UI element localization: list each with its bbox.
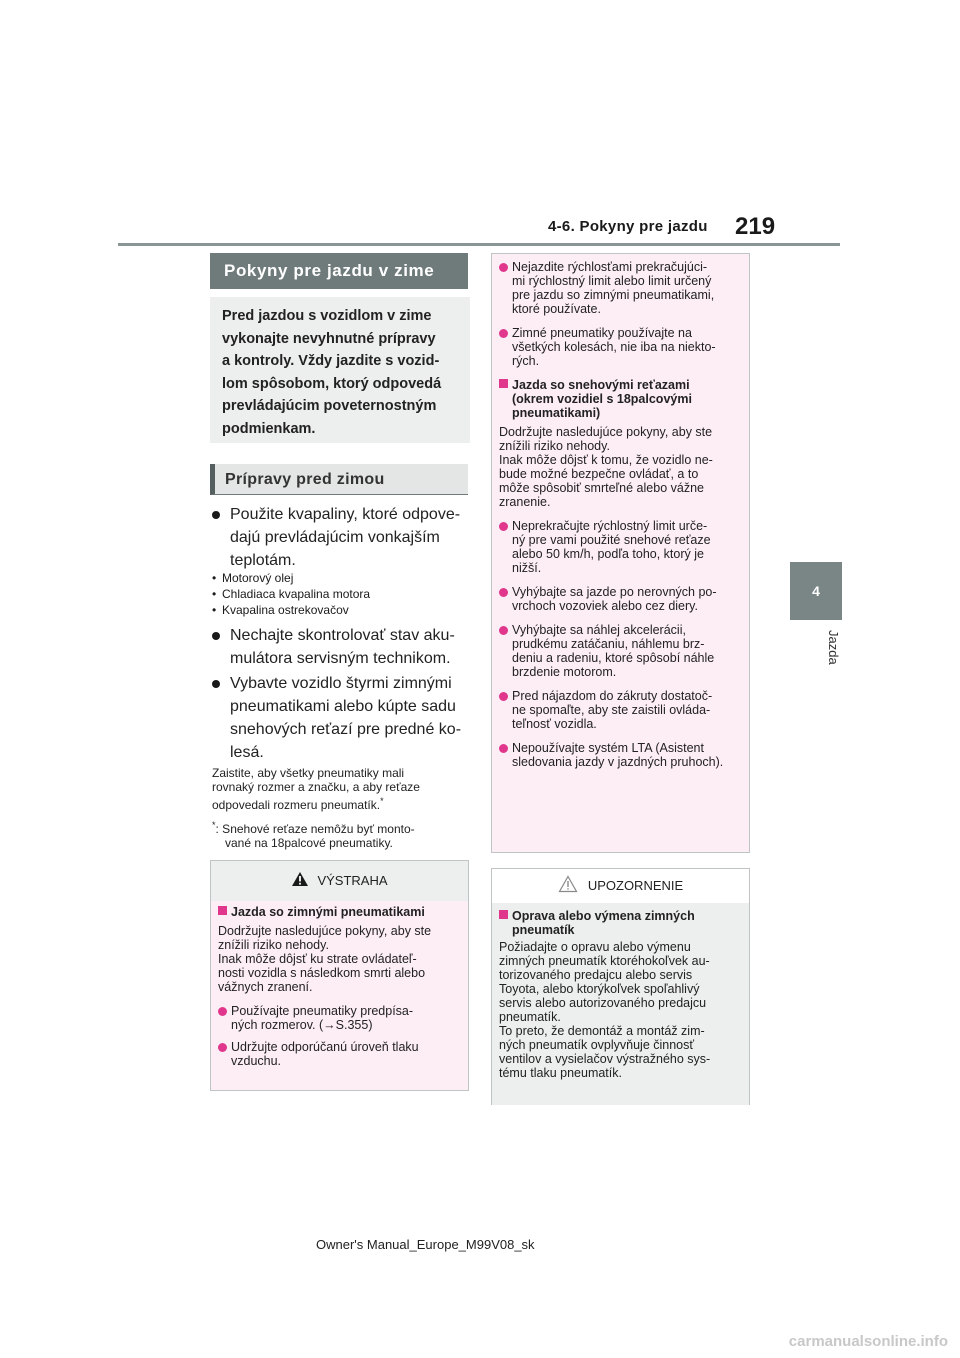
text-line: tému tlaku pneumatík.	[499, 1066, 622, 1080]
warning-item	[499, 326, 742, 368]
subsection-title: Prípravy pred zimou	[210, 464, 468, 495]
text-line: ných rozmerov. (→S.355)	[231, 1018, 373, 1032]
text-line: Dodržujte nasledujúce pokyny, aby ste	[218, 924, 432, 938]
chapter-tab-number: 4	[790, 562, 842, 620]
warning-triangle-icon	[291, 871, 309, 887]
text-line: alebo 50 km/h, podľa toho, ktorý je	[512, 547, 704, 561]
text-line: Zaistite, aby všetky pneumatiky mali	[212, 766, 405, 780]
text-line: zranenie.	[499, 495, 551, 509]
text-line: Neprekračujte rýchlostný limit urče-	[512, 519, 708, 533]
chapter-tab-label: Jazda	[826, 630, 841, 665]
note	[212, 766, 468, 812]
warning-title: VÝSTRAHA	[317, 873, 388, 888]
section-header: 4-6. Pokyny pre jazdu	[548, 218, 708, 235]
text-line	[212, 818, 468, 836]
footnote	[212, 818, 468, 850]
text-line: servis alebo autorizovaného predajcu	[499, 996, 707, 1010]
text-line: Používajte pneumatiky predpísa-	[231, 1004, 414, 1018]
warning-heading	[218, 905, 461, 919]
sublist-text: Chladiaca kvapalina motora	[222, 587, 371, 601]
warning-item	[218, 1004, 461, 1032]
warning-item	[499, 260, 742, 316]
text-line: To preto, že demontáž a montáž zim-	[499, 1024, 705, 1038]
warning-item	[218, 1040, 461, 1068]
notice-header	[492, 869, 749, 903]
text-line: mulátora servisným technikom.	[230, 650, 451, 667]
sublist-item: • Kvapalina ostrekovačov	[212, 603, 349, 617]
warning-text	[218, 924, 461, 994]
text-line: teľnosť vozidla.	[512, 717, 597, 731]
text-line: snehových reťazí pre predné ko-	[230, 721, 462, 738]
text-line: Požiadajte o opravu alebo výmenu	[499, 940, 691, 954]
note-star: *	[380, 796, 384, 806]
text-line: Udržujte odporúčanú úroveň tlaku	[231, 1040, 419, 1054]
intro-line: a kontroly. Vždy jazdite s vozid-	[222, 353, 440, 369]
sublist-text: Kvapalina ostrekovačov	[222, 603, 349, 617]
text-line: ne spomaľte, aby ste zaistili ovláda-	[512, 703, 711, 717]
bullet-fluids	[212, 503, 467, 572]
sublist-item: • Chladiaca kvapalina motora	[212, 587, 371, 601]
text-line: deniu a radeniu, ktoré spôsobí náhle	[512, 651, 715, 665]
bullet-tires	[212, 672, 467, 764]
bullet-icon	[499, 626, 508, 635]
text-line: Zimné pneumatiky používajte na	[512, 326, 692, 340]
text-line: Dodržujte nasledujúce pokyny, aby ste	[499, 425, 713, 439]
text-line: znížili riziko nehody.	[499, 439, 610, 453]
text-line: rovnaký rozmer a značku, a aby reťaze	[212, 780, 420, 794]
text-line: Nepoužívajte systém LTA (Asistent	[512, 741, 704, 755]
warning-header	[211, 861, 468, 901]
text-line: pneumatikami)	[512, 406, 601, 420]
text-line: vzduchu.	[231, 1054, 282, 1068]
section-title: Pokyny pre jazdu v zime	[210, 253, 468, 289]
bullet-icon	[499, 329, 508, 338]
footnote-text: : Snehové reťaze nemôžu byť monto-	[215, 822, 415, 836]
warning-item	[499, 741, 742, 769]
text-line: Inak môže dôjsť k tomu, že vozidlo ne-	[499, 453, 713, 467]
sublist-text: Motorový olej	[222, 571, 294, 585]
text-line: Oprava alebo výmena zimných	[512, 909, 695, 923]
warning-text	[499, 425, 742, 509]
header-rule	[118, 243, 840, 246]
bullet-icon	[499, 692, 508, 701]
text-line: znížili riziko nehody.	[218, 938, 329, 952]
bullet-icon	[212, 511, 220, 519]
intro-line: podmienkam.	[222, 420, 316, 437]
caution-triangle-icon	[558, 875, 578, 893]
text-line: teplotám.	[230, 552, 296, 569]
note-text: odpovedali rozmeru pneumatík.	[212, 798, 381, 812]
bullet-icon	[499, 588, 508, 597]
text-line	[212, 794, 468, 812]
text-line: sledovania jazdy v jazdných pruhoch).	[512, 755, 724, 769]
bullet-icon	[212, 632, 220, 640]
footnote-mark: *	[212, 820, 216, 830]
intro-line: prevládajúcim poveternostným	[222, 398, 437, 414]
bullet-icon	[212, 680, 220, 688]
text-line: Toyota, alebo ktorýkoľvek spoľahlivý	[499, 982, 700, 996]
text-line: Nechajte skontrolovať stav aku-	[230, 627, 455, 644]
text-line: pneumatík.	[499, 1010, 561, 1024]
intro-line: Pred jazdou s vozidlom v zime	[222, 308, 432, 324]
warning-item	[499, 519, 742, 575]
text-line: Nejazdite rýchlosťami prekračujúci-	[512, 260, 708, 274]
intro-line: lom spôsobom, ktorý odpovedá	[222, 375, 442, 392]
bullet-icon	[218, 1043, 227, 1052]
text-line: rých.	[512, 354, 540, 368]
text-line: mi rýchlostný limit alebo limit určený	[512, 274, 712, 288]
text-line: ktoré používate.	[512, 302, 601, 316]
text-line: všetkých kolesách, nie iba na niekto-	[512, 340, 716, 354]
text-line: torizovaného predajcu alebo servis	[499, 968, 693, 982]
notice-title: UPOZORNENIE	[587, 878, 684, 893]
text-line: bude možné bezpečne ovládať, a to	[499, 467, 699, 481]
text-line: zimných pneumatík ktoréhokoľvek au-	[499, 954, 710, 968]
warning-box	[210, 860, 469, 1091]
text-line: vrchoch vozoviek alebo cez diery.	[512, 599, 698, 613]
page-number: 219	[735, 213, 776, 240]
square-bullet-icon	[499, 379, 508, 388]
bullet-icon	[499, 263, 508, 272]
text-line: Inak môže dôjsť ku strate ovládateľ-	[218, 952, 417, 966]
square-bullet-icon	[218, 906, 227, 915]
text-line: Pred nájazdom do zákruty dostatoč-	[512, 689, 713, 703]
text-line: brzdenie motorom.	[512, 665, 617, 679]
warning-item	[499, 585, 742, 613]
watermark: carmanualsonline.info	[788, 1333, 948, 1350]
text-line: môže spôsobiť smrteľné alebo vážne	[499, 481, 704, 495]
text-line: nižší.	[512, 561, 542, 575]
text-line: nosti vozidla s následkom smrti alebo	[218, 966, 426, 980]
notice-text	[499, 940, 742, 1080]
square-bullet-icon	[499, 910, 508, 919]
text-line: Jazda so snehovými reťazami	[512, 378, 690, 392]
notice-heading	[499, 905, 742, 937]
warning-heading	[499, 378, 742, 420]
warning-heading-text: Jazda so zimnými pneumatikami	[231, 905, 425, 919]
bullet-battery	[212, 624, 467, 670]
intro-line: vykonajte nevyhnutné prípravy	[222, 330, 436, 347]
warning-item	[499, 689, 742, 731]
text-line: vané na 18palcové pneumatiky.	[225, 836, 393, 850]
text-line: Použite kvapaliny, ktoré odpove-	[230, 506, 461, 523]
text-line: ný pre vami použité snehové reťaze	[512, 533, 711, 547]
bullet-icon	[499, 522, 508, 531]
text-line: pre jazdu so zimnými pneumatikami,	[512, 288, 715, 302]
text-line: lesá.	[230, 744, 264, 761]
warning-box-continued	[491, 253, 750, 853]
footer-text: Owner's Manual_Europe_M99V08_sk	[316, 1237, 535, 1252]
text-line: ventilov a vysielačov výstražného sys-	[499, 1052, 711, 1066]
text-line: Vyhýbajte sa náhlej akcelerácii,	[512, 623, 686, 637]
intro-box	[210, 297, 470, 443]
text-line: dajú prevládajúcim vonkajším	[230, 529, 440, 546]
bullet-icon	[499, 744, 508, 753]
notice-box	[491, 868, 750, 1105]
bullet-icon	[218, 1007, 227, 1016]
text-line: ných pneumatík ovplyvňuje činnosť	[499, 1038, 695, 1052]
text-line: (okrem vozidiel s 18palcovými	[512, 392, 692, 406]
text-line: Vyhýbajte sa jazde po nerovných po-	[512, 585, 717, 599]
text-line: vážnych zranení.	[218, 980, 313, 994]
text-line: Vybavte vozidlo štyrmi zimnými	[230, 675, 452, 692]
text-line: prudkému zatáčaniu, náhlemu brz-	[512, 637, 705, 651]
text-line: pneumatík	[512, 923, 575, 937]
text-line: pneumatikami alebo kúpte sadu	[230, 698, 456, 715]
sublist-item: • Motorový olej	[212, 571, 294, 585]
warning-item	[499, 623, 742, 679]
